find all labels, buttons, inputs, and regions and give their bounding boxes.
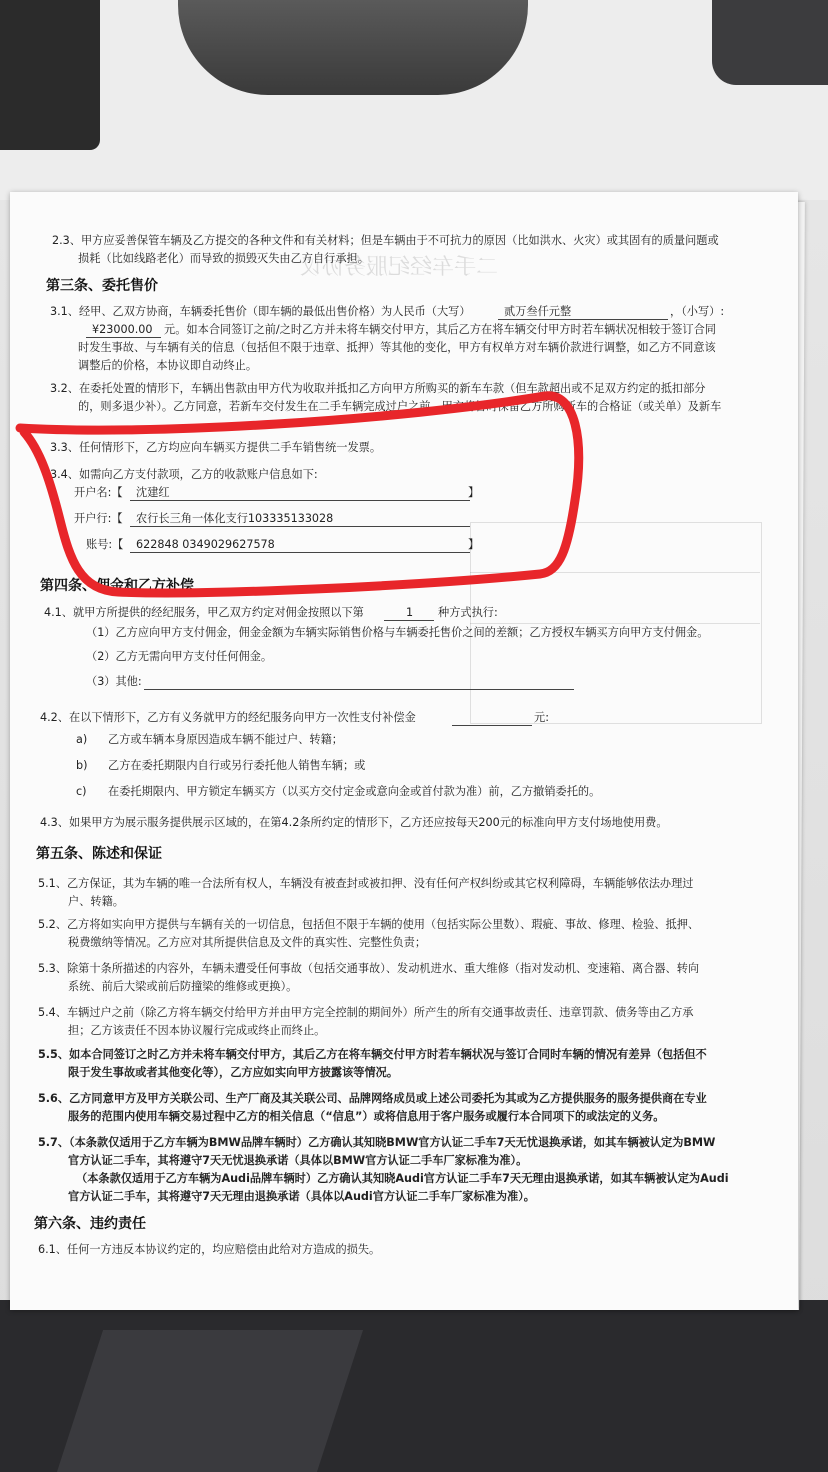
section-6-heading: 第六条、违约责任 bbox=[34, 1216, 146, 1232]
clause-4-1-option2: （2）乙方无需向甲方支付任何佣金。 bbox=[86, 650, 273, 663]
account-name-bracket: 】 bbox=[468, 486, 480, 499]
clause-4-1-option3: （3）其他: bbox=[86, 675, 142, 688]
clause-4-2-end: 元: bbox=[534, 711, 549, 724]
clause-5-3-line2: 系统、前后大梁或前后防撞梁的维修或更换）。 bbox=[68, 980, 298, 993]
clause-5-2-line2: 税费缴纳等情况。乙方应对其所提供信息及文件的真实性、完整性负责； bbox=[68, 936, 427, 949]
section-4-heading: 第四条、佣金和乙方补偿 bbox=[40, 578, 194, 594]
clause-3-2-line1: 3.2、在委托处置的情形下，车辆出售款由甲方代为收取并抵扣乙方向甲方所购买的新车车款（但车款超出或不足双方约定的抵扣部分 bbox=[50, 382, 706, 395]
clause-5-2-line1: 5.2、乙方将如实向甲方提供与车辆有关的一切信息，包括但不限于车辆的使用（包括实际公里数）、瑕疵、事故、修理、检验、抵押、 bbox=[38, 918, 700, 931]
clause-2-3-line2: 损耗（比如线路老化）而导致的损毁灭失由乙方自行承担。 bbox=[78, 252, 369, 265]
account-name-value: 沈建红 bbox=[136, 486, 170, 499]
clause-3-1-line4: 调整后的价格，本协议即自动终止。 bbox=[78, 359, 258, 372]
clause-3-2-line2: 的，则多退少补）。乙方同意，若新车交付发生在二手车辆完成过户之前，甲方将暂时保留乙方所购新车的合格证（或关单）及新车 bbox=[78, 400, 722, 413]
clause-6-1: 6.1、任何一方违反本协议约定的，均应赔偿由此给对方造成的损失。 bbox=[38, 1243, 381, 1256]
clause-4-3: 4.3、如果甲方为展示服务提供展示区域的，在第4.2条所约定的情形下，乙方还应按每天200元的标准向甲方支付场地使用费。 bbox=[40, 816, 668, 829]
account-name-label: 开户名:【 bbox=[74, 486, 123, 499]
clause-3-4: 3.4、如需向乙方支付款项，乙方的收款账户信息如下: bbox=[50, 468, 318, 481]
clause-5-4-line2: 担；乙方该责任不因本协议履行完成或终止而终止。 bbox=[68, 1024, 326, 1037]
clause-3-1-line2: 元。如本合同签订之前/之时乙方并未将车辆交付甲方，其后乙方在将车辆交付甲方时若车辆状况相较于签订合同 bbox=[164, 323, 716, 336]
clause-4-1-option1: （1）乙方应向甲方支付佣金，佣金金额为车辆实际销售价格与车辆委托售价之间的差额；乙方授权车辆买方向甲方支付佣金。 bbox=[86, 626, 709, 639]
clause-4-1: 4.1、就甲方所提供的经纪服务，甲乙双方约定对佣金按照以下第 bbox=[44, 606, 364, 619]
clause-5-7-line3: （本条款仅适用于乙方车辆为Audi品牌车辆时）乙方确认其知晓Audi官方认证二手车7天无理由退换承诺，如其车辆被认定为Audi bbox=[76, 1172, 729, 1185]
price-uppercase-value: 贰万叁仟元整 bbox=[504, 305, 572, 318]
clause-3-3: 3.3、任何情形下，乙方均应向车辆买方提供二手车销售统一发票。 bbox=[50, 441, 382, 454]
clause-5-7-line4: 官方认证二手车，其将遵守7天无理由退换承诺（具体以Audi官方认证二手车厂家标准为准）。 bbox=[68, 1190, 535, 1203]
section-3-heading: 第三条、委托售价 bbox=[46, 278, 158, 294]
clause-5-5-line2: 限于发生事故或者其他变化等），乙方应如实向甲方披露该等情况。 bbox=[68, 1066, 399, 1079]
account-bank-value: 农行长三角一体化支行103335133028 bbox=[136, 512, 334, 525]
clause-4-2-c: 在委托期限内、甲方锁定车辆买方（以买方交付定金或意向金或首付款为准）前，乙方撤销委托的。 bbox=[108, 785, 601, 798]
clause-5-3-line1: 5.3、除第十条所描述的内容外，车辆未遭受任何事故（包括交通事故）、发动机进水、重大维修（指对发动机、变速箱、离合器、转向 bbox=[38, 962, 700, 975]
clause-5-4-line1: 5.4、车辆过户之前（除乙方将车辆交付给甲方并由甲方完全控制的期间外）所产生的所有交通事故责任、违章罚款、债务等由乙方承 bbox=[38, 1006, 694, 1019]
clause-5-1-line2: 户、转籍。 bbox=[68, 895, 124, 908]
clause-5-1-line1: 5.1、乙方保证，其为车辆的唯一合法所有权人，车辆没有被查封或被扣押、没有任何产权纠纷或其它权利障碍，车辆能够依法办理过 bbox=[38, 877, 694, 890]
clause-5-5-line1: 5.5、如本合同签订之时乙方并未将车辆交付甲方，其后乙方在将车辆交付甲方时若车辆状况与签订合同时车辆的情况有差异（包括但不 bbox=[38, 1048, 707, 1061]
account-number-bracket: 】 bbox=[468, 538, 480, 551]
clause-4-2-b-key: b) bbox=[76, 759, 88, 772]
clause-4-2-b: 乙方在委托期限内自行或另行委托他人销售车辆；或 bbox=[108, 759, 366, 772]
clause-4-2-a-key: a) bbox=[76, 733, 88, 746]
clause-3-1-line3: 时发生事故、与车辆有关的信息（包括但不限于违章、抵押）等其他的变化，甲方有权单方对车辆价款进行调整，如乙方不同意该 bbox=[78, 341, 716, 354]
section-5-heading: 第五条、陈述和保证 bbox=[36, 846, 162, 862]
clause-2-3-line1: 2.3、甲方应妥善保管车辆及乙方提交的各种文件和有关材料；但是车辆由于不可抗力的原因（比如洪水、火灾）或其固有的质量问题或 bbox=[52, 234, 719, 247]
ghost-title: 二手车经纪服务协议 bbox=[300, 255, 499, 280]
clause-5-7-line1: 5.7、（本条款仅适用于乙方车辆为BMW品牌车辆时）乙方确认其知晓BMW官方认证二手车7天无忧退换承诺，如其车辆被认定为BMW bbox=[38, 1136, 716, 1149]
price-number-value: ¥23000.00 bbox=[92, 323, 153, 336]
commission-option-value: 1 bbox=[406, 606, 414, 619]
clause-5-6-line2: 服务的范围内使用车辆交易过程中乙方的相关信息（“信息”）或将信息用于客户服务或履行本合同项下的或法定的义务。 bbox=[68, 1110, 665, 1123]
clause-5-7-line2: 官方认证二手车，其将遵守7天无忧退换承诺（具体以BMW官方认证二手车厂家标准为准）。 bbox=[68, 1154, 528, 1167]
account-number-label: 账号:【 bbox=[86, 538, 124, 551]
clause-3-1-line1: 3.1、经甲、乙双方协商，车辆委托售价（即车辆的最低出售价格）为人民币（大写） bbox=[50, 305, 471, 318]
account-number-value: 622848 0349029627578 bbox=[136, 538, 275, 551]
clause-5-6-line1: 5.6、乙方同意甲方及甲方关联公司、生产厂商及其关联公司、品牌网络成员或上述公司委托为其或为乙方提供服务的服务提供商在专业 bbox=[38, 1092, 707, 1105]
clause-3-1-line1-end: ，（小写）: bbox=[670, 305, 725, 318]
clause-4-1-end: 种方式执行: bbox=[438, 606, 498, 619]
clause-4-2-c-key: c) bbox=[76, 785, 87, 798]
clause-4-2: 4.2、在以下情形下，乙方有义务就甲方的经纪服务向甲方一次性支付补偿金 bbox=[40, 711, 416, 724]
clause-4-2-a: 乙方或车辆本身原因造成车辆不能过户、转籍； bbox=[108, 733, 343, 746]
account-bank-label: 开户行:【 bbox=[74, 512, 123, 525]
